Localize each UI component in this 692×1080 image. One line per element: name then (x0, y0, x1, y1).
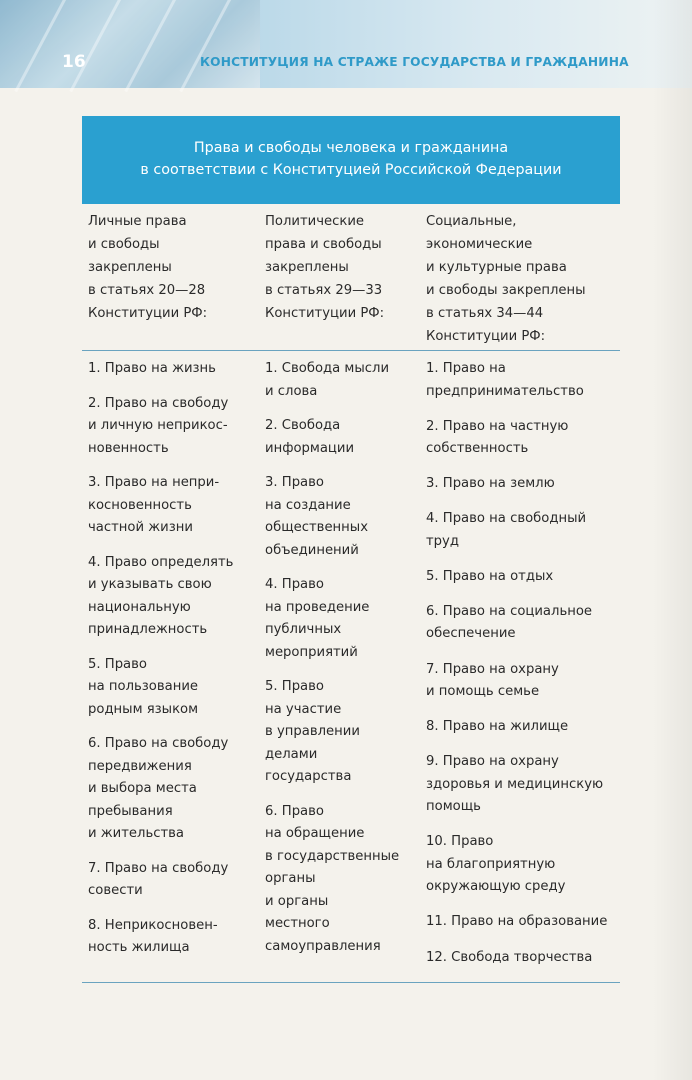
heading-line: в статьях 20—28 (88, 283, 206, 298)
list-item (426, 473, 618, 496)
list-item-line: 1. Свобода мысли (265, 361, 390, 376)
table-title-line: Права и свободы человека и гражданина (193, 140, 509, 156)
list-item (426, 716, 618, 739)
list-item (265, 574, 423, 664)
list-item-line: передвижения (88, 758, 192, 774)
list-item-line: 2. Свобода (265, 418, 341, 433)
heading-line: Конституции РФ: (426, 329, 546, 344)
list-item-line: принадлежность (88, 622, 208, 637)
list-item (88, 358, 260, 381)
list-item-line: 3. Право на непри- (88, 475, 220, 490)
list-item-line: 6. Право (265, 803, 324, 819)
list-item (265, 472, 423, 562)
list-item-line: 6. Право на социальное (426, 603, 593, 619)
list-item (88, 858, 260, 903)
list-item-line: 9. Право на охрану (426, 754, 559, 770)
list-item (88, 472, 260, 540)
column-personal-rights (88, 206, 258, 344)
list-item-line: 8. Право на жилище (426, 719, 569, 735)
list-item (426, 566, 618, 589)
list-item-line: косновенность (88, 497, 192, 513)
list-item (265, 358, 423, 403)
header-divider (82, 350, 620, 351)
list-item-line: и личную неприкос- (88, 418, 228, 433)
personal-rights-list (88, 358, 260, 972)
list-item (88, 733, 260, 846)
list-item-line: 5. Право на отдых (426, 568, 554, 584)
column-heading (426, 206, 616, 344)
list-item-line: 1. Право на жизнь (88, 361, 216, 376)
list-item-line: 4. Право определять (88, 554, 234, 570)
list-item-line: 6. Право на свободу (88, 736, 229, 751)
list-item-line: родным языком (88, 701, 199, 717)
list-item-line: на пользование (88, 679, 199, 694)
list-item-line: самоуправления (265, 938, 381, 954)
list-item-line: предпринимательство (426, 383, 584, 399)
heading-line: Конституции РФ: (88, 306, 208, 321)
list-item-line: государства (265, 769, 352, 784)
list-item-line: в управлении (265, 724, 360, 739)
list-item-line: пребывания (88, 803, 173, 819)
heading-line: Конституции РФ: (265, 306, 385, 321)
column-political-rights (265, 206, 420, 344)
list-item-line: и жительства (88, 826, 184, 841)
list-item-line: в государственные (265, 848, 400, 864)
list-item-line: здоровья и медицинскую (426, 776, 604, 792)
list-item-line: местного (265, 916, 330, 931)
page-edge-shadow (652, 0, 692, 1080)
list-item-line: и выбора места (88, 781, 197, 796)
list-item-line: 8. Неприкосновен- (88, 917, 218, 933)
list-item-line: 4. Право на свободный (426, 511, 587, 527)
list-item-line: 12. Свобода творчества (426, 949, 593, 965)
list-item-line: 10. Право (426, 834, 494, 850)
running-title: КОНСТИТУЦИЯ НА СТРАЖЕ ГОСУДАРСТВА И ГРАЖДАНИНА (200, 55, 629, 69)
list-item-line: окружающую среду (426, 879, 566, 895)
list-item-line: 5. Право (265, 679, 324, 694)
column-heading (265, 206, 420, 344)
list-item (426, 508, 618, 553)
heading-line: и свободы закреплены (426, 283, 586, 298)
column-social-rights (426, 206, 616, 344)
table-title-line: в соответствии с Конституцией Российской Федерации (140, 162, 562, 178)
page-number: 16 (62, 52, 86, 72)
footer-divider (82, 982, 620, 983)
list-item-line: 2. Право на частную (426, 418, 569, 434)
list-item-line: 2. Право на свободу (88, 395, 229, 411)
heading-line: и культурные права (426, 260, 567, 275)
table-title-banner (82, 116, 620, 204)
list-item-line: объединений (265, 542, 359, 558)
list-item-line: 7. Право на свободу (88, 860, 229, 876)
political-rights-list (265, 358, 423, 970)
list-item (88, 552, 260, 642)
list-item (426, 831, 618, 899)
list-item (426, 911, 618, 934)
list-item-line: на благоприятную (426, 856, 556, 872)
list-item-line: 3. Право на землю (426, 476, 555, 492)
list-item-line: на создание (265, 497, 351, 513)
heading-line: экономические (426, 237, 533, 252)
list-item-line: мероприятий (265, 644, 358, 660)
list-item (426, 751, 618, 819)
list-item-line: собственность (426, 441, 529, 457)
list-item-line: и слова (265, 383, 318, 399)
heading-line: в статьях 34—44 (426, 306, 544, 321)
list-item (88, 393, 260, 461)
list-item (426, 659, 618, 704)
heading-line: закреплены (265, 260, 349, 275)
list-item-line: публичных (265, 622, 342, 637)
list-item-line: и помощь семье (426, 684, 540, 700)
social-rights-list (426, 358, 618, 982)
list-item-line: общественных (265, 520, 369, 535)
heading-line: в статьях 29—33 (265, 283, 383, 298)
header-photo (0, 0, 260, 88)
heading-line: Социальные, (426, 214, 517, 229)
list-item-line: органы (265, 871, 316, 886)
list-item-line: национальную (88, 599, 191, 615)
list-item-line: делами (265, 746, 318, 762)
heading-line: и свободы (88, 237, 160, 252)
list-item-line: труд (426, 533, 459, 549)
list-item-line: ность жилища (88, 940, 190, 955)
heading-line: права и свободы (265, 237, 382, 252)
list-item (265, 676, 423, 789)
list-item-line: и органы (265, 893, 329, 909)
list-item-line: новенность (88, 440, 169, 456)
list-item-line: частной жизни (88, 520, 193, 535)
list-item-line: 3. Право (265, 475, 324, 490)
list-item-line: и указывать свою (88, 577, 212, 592)
page-header-band (0, 0, 692, 88)
list-item (88, 654, 260, 722)
list-item-line: 11. Право на образование (426, 914, 608, 930)
column-heading (88, 206, 258, 344)
list-item (426, 947, 618, 970)
list-item (265, 801, 423, 959)
list-item-line: 7. Право на охрану (426, 661, 559, 677)
list-item (265, 415, 423, 460)
list-item-line: на обращение (265, 826, 365, 841)
list-item-line: на участие (265, 701, 342, 717)
list-item (426, 601, 618, 646)
heading-line: Политические (265, 214, 365, 229)
heading-line: Личные права (88, 214, 187, 229)
list-item-line: 1. Право на (426, 361, 506, 376)
list-item-line: помощь (426, 799, 481, 815)
list-item-line: 5. Право (88, 656, 147, 672)
list-item-line: 4. Право (265, 577, 324, 592)
list-item (426, 358, 618, 403)
list-item (88, 915, 260, 960)
list-item-line: совести (88, 883, 143, 898)
list-item-line: обеспечение (426, 626, 516, 642)
heading-line: закреплены (88, 260, 172, 275)
list-item (426, 416, 618, 461)
list-item-line: информации (265, 440, 355, 456)
list-item-line: на проведение (265, 599, 370, 615)
